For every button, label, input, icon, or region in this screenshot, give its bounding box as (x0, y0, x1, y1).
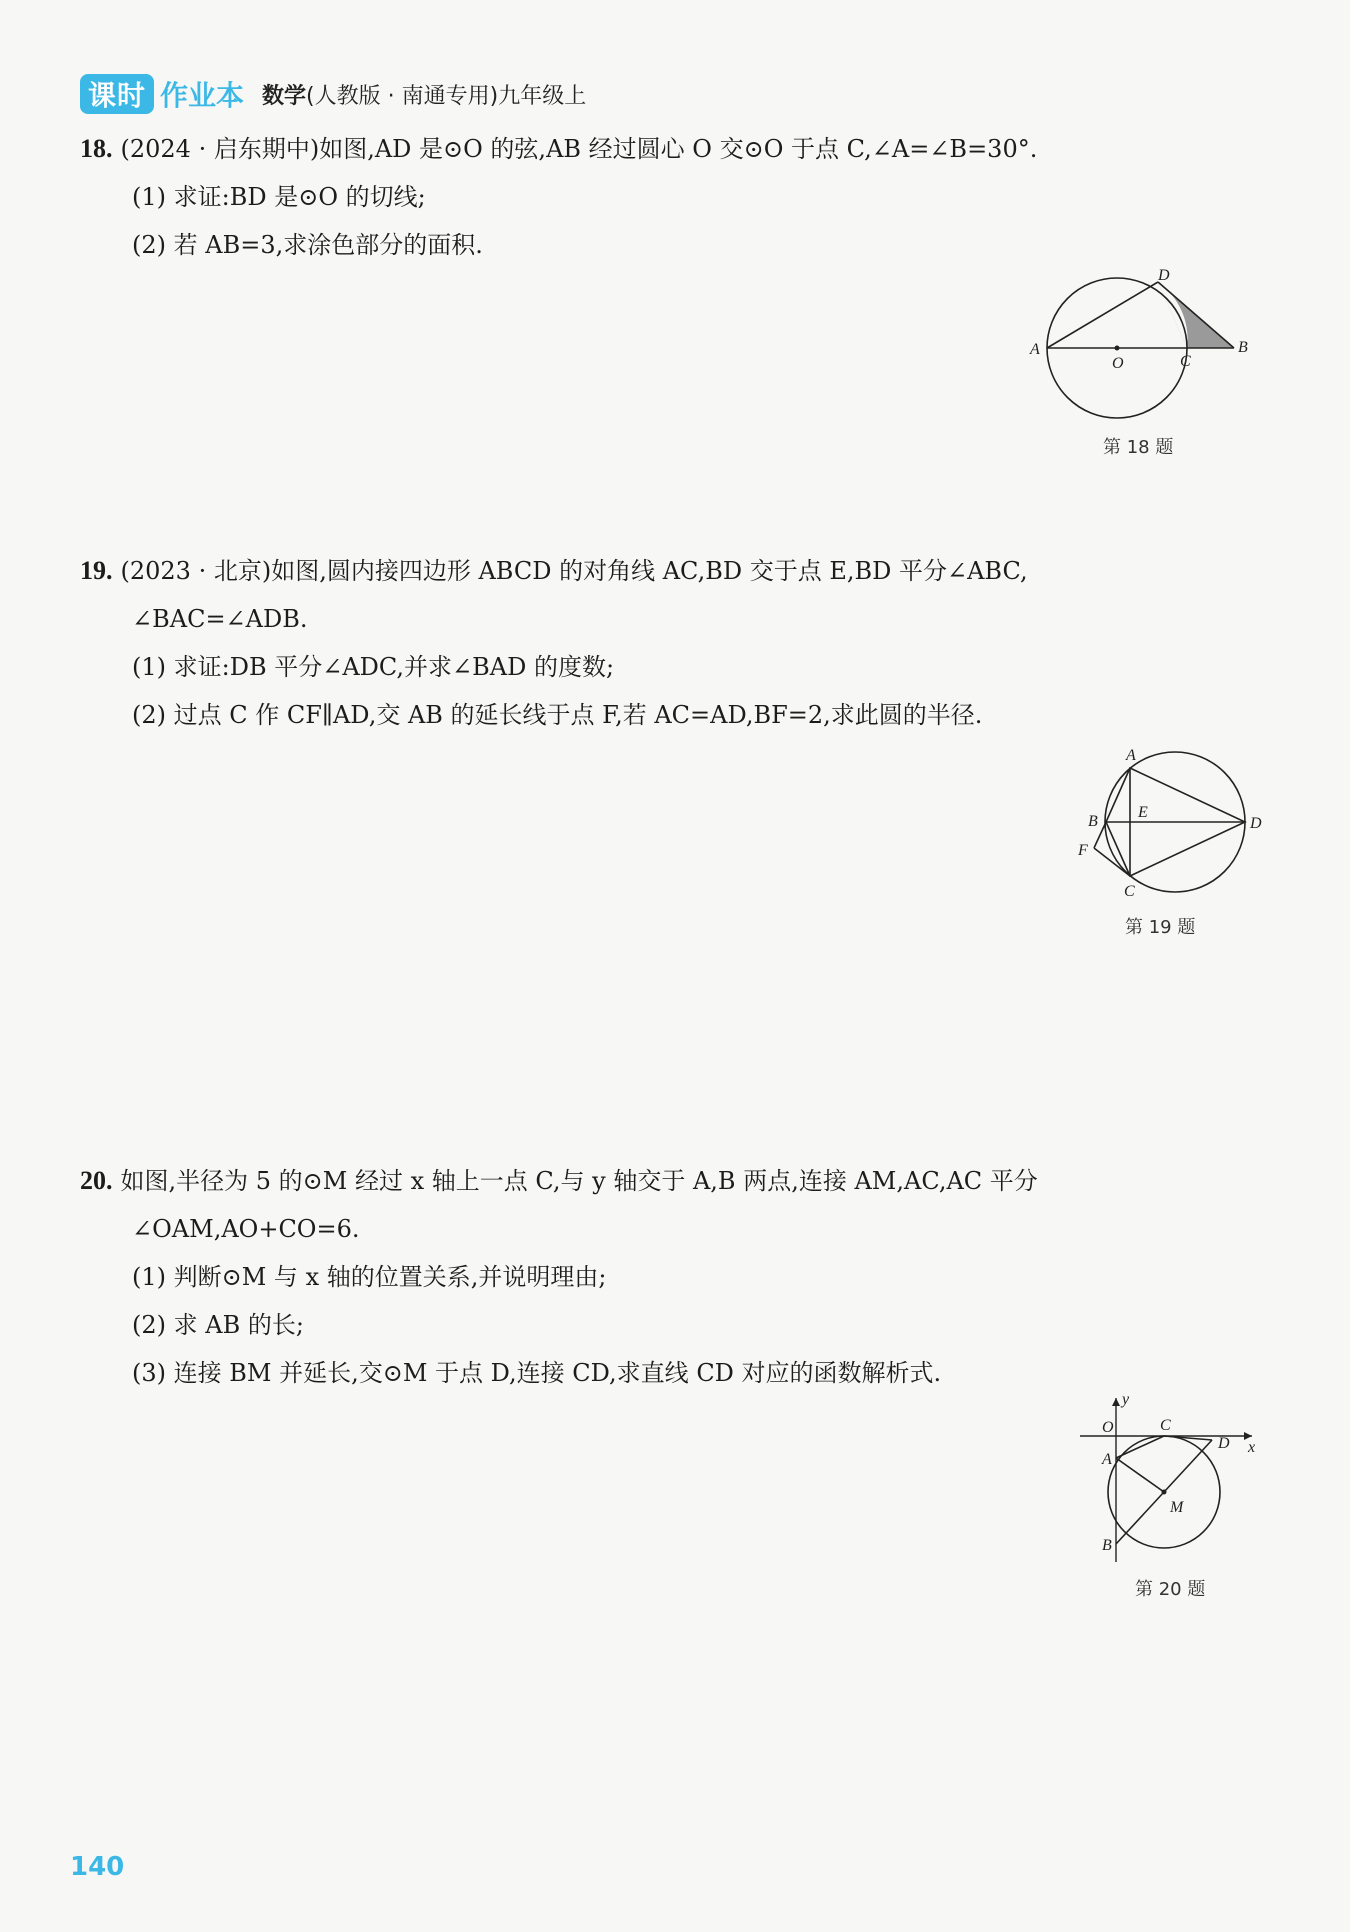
label-c: C (1160, 1417, 1171, 1434)
sub-question: (2) 求 AB 的长; (132, 1311, 304, 1339)
figure-18-diagram (1020, 268, 1280, 428)
figure-20-diagram (1070, 1392, 1260, 1572)
label-a: A (1102, 1451, 1112, 1468)
sub-question: (1) 求证:DB 平分∠ADC,并求∠BAD 的度数; (132, 653, 615, 681)
label-a: A (1030, 341, 1040, 358)
problem-stem (80, 547, 1260, 595)
problem-number: 20. (80, 1166, 113, 1195)
stem-line: 如图,半径为 5 的⊙M 经过 x 轴上一点 C,与 y 轴交于 A,B 两点,连接 AM,AC,AC 平分 (120, 1167, 1038, 1195)
segment-am (1116, 1458, 1164, 1492)
stem-line-cont: ∠BAC=∠ADB. (132, 605, 308, 633)
figure-19-diagram (1060, 738, 1270, 908)
sub-question: (1) 求证:BD 是⊙O 的切线; (132, 183, 426, 211)
logo: 课时 (80, 74, 154, 114)
logo-title: 作业本 (160, 79, 245, 112)
sub-question: (3) 连接 BM 并延长,交⊙M 于点 D,连接 CD,求直线 CD 对应的函数解析式. (132, 1359, 942, 1387)
label-b: B (1088, 813, 1098, 830)
caption-20: 第 20 题 (1135, 1579, 1206, 1600)
caption-19: 第 19 题 (1125, 917, 1196, 938)
problem-stem (80, 1157, 1260, 1205)
sub-question: (1) 判断⊙M 与 x 轴的位置关系,并说明理由; (132, 1263, 607, 1291)
label-b: B (1102, 1537, 1112, 1554)
stem-line-cont: ∠OAM,AO+CO=6. (132, 1215, 360, 1243)
problem-18 (80, 125, 1260, 269)
problem-19 (80, 547, 1260, 739)
label-x: x (1248, 1439, 1256, 1456)
subject-line (262, 79, 586, 110)
caption-18: 第 18 题 (1103, 437, 1174, 458)
center-m (1162, 1490, 1167, 1495)
label-o: O (1112, 355, 1124, 372)
center-point (1115, 346, 1120, 351)
segment-ac (1116, 1436, 1164, 1458)
label-y: y (1122, 1392, 1130, 1408)
figure-19 (1060, 738, 1270, 912)
label-a: A (1126, 747, 1136, 764)
page-header (80, 72, 586, 116)
page-number: 140 (70, 1852, 125, 1882)
figure-20 (1070, 1392, 1260, 1576)
label-o: O (1102, 1419, 1114, 1436)
figure-18 (1020, 268, 1280, 432)
label-d: D (1158, 268, 1170, 284)
label-d: D (1218, 1435, 1230, 1452)
stem-line: (2024 · 启东期中)如图,AD 是⊙O 的弦,AB 经过圆心 O 交⊙O 于点 C,∠A=∠B=30°. (120, 135, 1038, 163)
sub-question: (2) 过点 C 作 CF∥AD,交 AB 的延长线于点 F,若 AC=AD,BF=2,求此圆的半径. (132, 701, 983, 729)
label-e: E (1138, 804, 1148, 821)
shaded-cutout (1158, 282, 1188, 348)
label-b: B (1238, 339, 1248, 356)
label-c: C (1124, 883, 1135, 900)
sub-question: (2) 若 AB=3,求涂色部分的面积. (132, 231, 483, 259)
label-d: D (1250, 815, 1262, 832)
problem-20 (80, 1157, 1260, 1397)
stem-line: (2023 · 北京)如图,圆内接四边形 ABCD 的对角线 AC,BD 交于点 E,BD 平分∠ABC, (120, 557, 1028, 585)
label-c: C (1180, 353, 1191, 370)
problem-stem (80, 125, 1260, 173)
label-m: M (1170, 1499, 1184, 1516)
label-f: F (1078, 842, 1088, 859)
y-axis-arrow (1112, 1398, 1120, 1406)
problem-number: 19. (80, 556, 113, 585)
problem-number: 18. (80, 134, 113, 163)
subject-name: 数学 (262, 83, 307, 109)
subject-edition: (人教版 · 南通专用)九年级上 (306, 83, 587, 109)
chord-ad (1047, 282, 1158, 348)
